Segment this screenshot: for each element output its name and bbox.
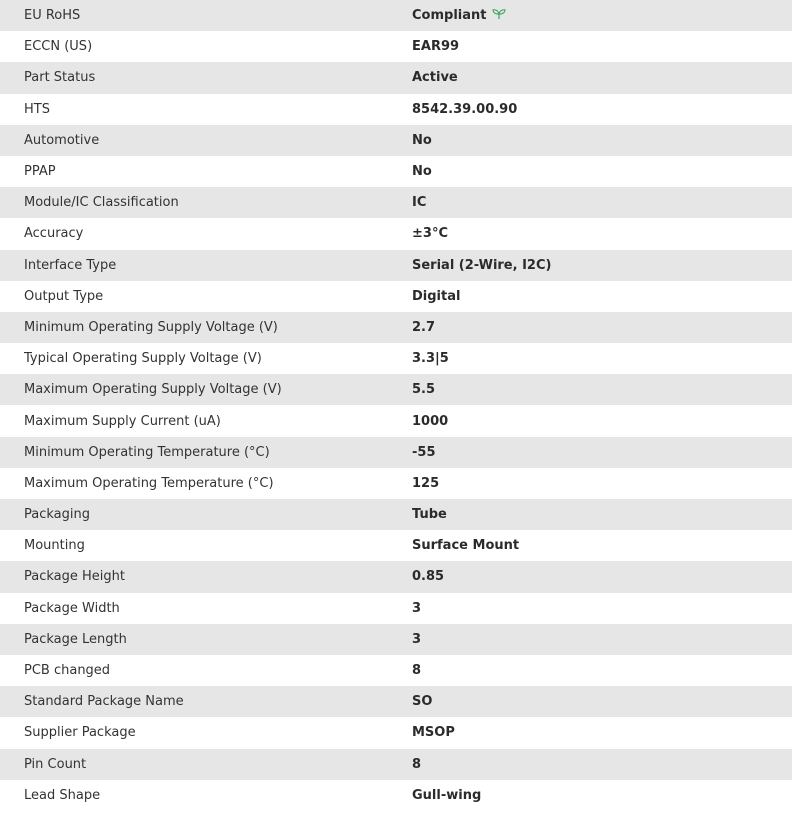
spec-row-typ-supply-voltage: [0, 343, 792, 374]
spec-value: Compliant: [412, 8, 487, 24]
spec-label: Typical Operating Supply Voltage (V): [24, 351, 262, 367]
spec-value: 0.85: [412, 569, 445, 585]
spec-value: Serial (2-Wire, I2C): [412, 257, 552, 273]
spec-value: No: [412, 164, 432, 180]
spec-value: Tube: [412, 507, 447, 523]
spec-row-min-operating-temp: [0, 437, 792, 468]
spec-label: Packaging: [24, 507, 90, 523]
spec-row-automotive: [0, 125, 792, 156]
spec-label: Maximum Supply Current (uA): [24, 413, 221, 429]
spec-value: 3.3|5: [412, 351, 449, 367]
spec-value: Surface Mount: [412, 538, 520, 554]
spec-row-packaging: [0, 499, 792, 530]
spec-label: Lead Shape: [24, 787, 101, 803]
spec-label: EU RoHS: [24, 8, 81, 24]
spec-label: Package Height: [24, 569, 125, 585]
spec-value: ±3°C: [412, 226, 448, 242]
spec-row-accuracy: [0, 218, 792, 249]
spec-value: 125: [412, 475, 440, 491]
spec-label: Interface Type: [24, 257, 117, 273]
spec-row-supplier-package: [0, 717, 792, 748]
leaf-icon: [492, 8, 506, 20]
spec-row-package-height: [0, 561, 792, 592]
spec-value: Digital: [412, 288, 461, 304]
spec-row-max-supply-current: [0, 405, 792, 436]
spec-row-package-width: [0, 593, 792, 624]
spec-value: EAR99: [412, 39, 460, 55]
spec-label: Part Status: [24, 70, 96, 86]
spec-label: Mounting: [24, 538, 85, 554]
spec-value: 8: [412, 663, 422, 679]
spec-value: 2.7: [412, 319, 436, 335]
spec-label: Pin Count: [24, 756, 87, 772]
spec-label: Supplier Package: [24, 725, 136, 741]
spec-value: 5.5: [412, 382, 436, 398]
spec-label: Accuracy: [24, 226, 84, 242]
spec-value: 8: [412, 756, 422, 772]
spec-row-interface-type: [0, 250, 792, 281]
spec-value: SO: [412, 694, 433, 710]
spec-label: PCB changed: [24, 663, 111, 679]
spec-label: ECCN (US): [24, 39, 93, 55]
spec-row-output-type: [0, 281, 792, 312]
spec-value: 8542.39.00.90: [412, 101, 518, 117]
spec-row-mounting: [0, 530, 792, 561]
spec-value: Gull-wing: [412, 787, 482, 803]
spec-value: 1000: [412, 413, 449, 429]
spec-row-ppap: [0, 156, 792, 187]
spec-label: Maximum Operating Temperature (°C): [24, 475, 274, 491]
spec-row-pcb-changed: [0, 655, 792, 686]
spec-value: No: [412, 132, 432, 148]
spec-row-max-operating-temp: [0, 468, 792, 499]
spec-label: Package Length: [24, 631, 127, 647]
spec-label: Standard Package Name: [24, 694, 184, 710]
spec-row-max-supply-voltage: [0, 374, 792, 405]
spec-row-module-ic-classification: [0, 187, 792, 218]
spec-row-eu-rohs: [0, 0, 792, 31]
spec-row-package-length: [0, 624, 792, 655]
spec-label: Module/IC Classification: [24, 195, 179, 211]
spec-label: Automotive: [24, 132, 100, 148]
spec-row-pin-count: [0, 749, 792, 780]
spec-value: 3: [412, 600, 422, 616]
spec-label: Minimum Operating Supply Voltage (V): [24, 319, 278, 335]
spec-value: 3: [412, 631, 422, 647]
spec-row-standard-package-name: [0, 686, 792, 717]
spec-label: HTS: [24, 101, 50, 117]
spec-row-min-supply-voltage: [0, 312, 792, 343]
spec-label: Output Type: [24, 288, 104, 304]
spec-value-cell: [388, 0, 792, 31]
spec-value: Active: [412, 70, 458, 86]
spec-label: Package Width: [24, 600, 120, 616]
spec-value: MSOP: [412, 725, 455, 741]
spec-label: PPAP: [24, 164, 56, 180]
spec-label: Minimum Operating Temperature (°C): [24, 444, 270, 460]
spec-row-lead-shape: [0, 780, 792, 811]
spec-row-eccn-us: [0, 31, 792, 62]
spec-row-hts: [0, 94, 792, 125]
spec-value: IC: [412, 195, 427, 211]
spec-label: Maximum Operating Supply Voltage (V): [24, 382, 282, 398]
spec-value: -55: [412, 444, 436, 460]
spec-row-part-status: [0, 62, 792, 93]
